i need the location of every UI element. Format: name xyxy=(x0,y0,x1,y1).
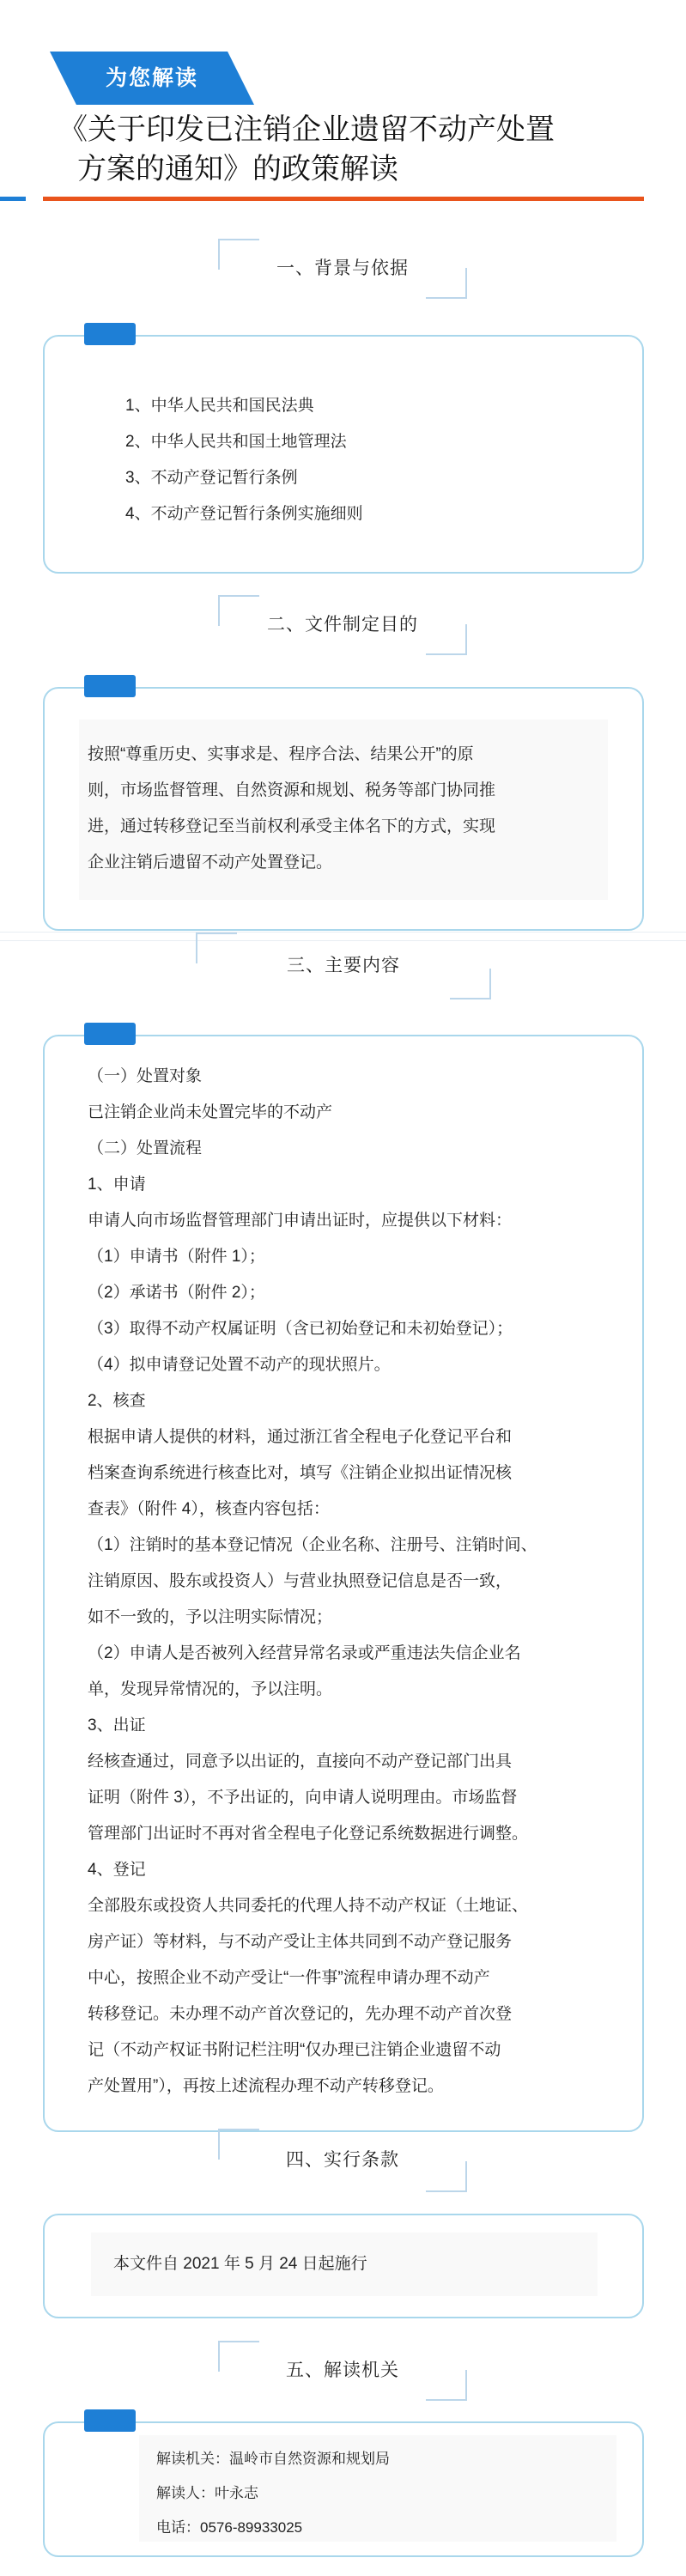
section-heading: 一、背景与依据 xyxy=(276,258,409,278)
section-body xyxy=(113,2246,594,2282)
list-item: 2、中华人民共和国土地管理法 xyxy=(125,433,347,451)
paragraph-line: 企业注销后遗留不动产处置登记。 xyxy=(88,854,333,872)
section-heading-background xyxy=(222,242,464,295)
body-line: 申请人向市场监督管理部门申请出证时，应提供以下材料： xyxy=(88,1212,513,1230)
list-item: 1、中华人民共和国民法典 xyxy=(125,397,314,415)
card-tab-marker xyxy=(84,1023,136,1045)
body-line: 如不一致的，予以注明实际情况； xyxy=(88,1608,333,1626)
body-line: 档案查询系统进行核查比对，填写《注销企业拟出证情况核 xyxy=(88,1464,513,1482)
section-card-background xyxy=(43,687,644,931)
section-heading: 四、实行条款 xyxy=(286,2150,399,2170)
card-tab-marker xyxy=(84,2409,136,2432)
body-line: 证明（附件 3），不予出证的，向申请人说明理由。市场监督 xyxy=(88,1789,518,1807)
body-line: 查表》（附件 4），核查内容包括： xyxy=(88,1500,330,1518)
page-title-line-2: 方案的通知》的政策解读 xyxy=(77,153,398,185)
body-line: 记（不动产权证书附记栏注明“仅办理已注销企业遗留不动 xyxy=(88,2041,501,2059)
page-title-line-1: 《关于印发已注销企业遗留不动产处置 xyxy=(58,113,555,146)
body-line: （二）处置流程 xyxy=(88,1139,203,1157)
body-line: 单，发现异常情况的，予以注明。 xyxy=(88,1680,333,1698)
section-card-background xyxy=(43,2421,644,2557)
card-tab-marker xyxy=(84,323,136,345)
body-line: （2）承诺书（附件 2）； xyxy=(88,1284,265,1302)
body-line: （2）申请人是否被列入经营异常名录或严重违法失信企业名 xyxy=(88,1644,521,1662)
section-heading-background xyxy=(199,936,488,996)
body-line: （4）拟申请登记处置不动产的现状照片。 xyxy=(88,1356,391,1374)
section-heading: 五、解读机关 xyxy=(286,2360,399,2380)
section-heading-background xyxy=(222,598,464,652)
section-card-background xyxy=(43,2214,644,2318)
paragraph-line: 进，通过转移登记至当前权利承受主体名下的方式，实现 xyxy=(88,817,496,835)
title-underline xyxy=(43,197,644,201)
effective-date-text: 本文件自 2021 年 5 月 24 日起施行 xyxy=(113,2255,367,2273)
body-line: （一）处置对象 xyxy=(88,1067,203,1085)
section-heading: 二、文件制定目的 xyxy=(267,615,418,635)
interpreter-name: 解读人：叶永志 xyxy=(156,2485,258,2501)
section-heading-background xyxy=(222,2344,464,2397)
body-line: 注销原因、股东或投资人）与营业执照登记信息是否一致， xyxy=(88,1572,513,1590)
body-line: （3）取得不动产权属证明（含已初始登记和未初始登记）； xyxy=(88,1320,513,1338)
paragraph-line: 按照“尊重历史、实事求是、程序合法、结果公开”的原 xyxy=(88,745,474,763)
body-line: （1）注销时的基本登记情况（企业名称、注册号、注销时间、 xyxy=(88,1536,537,1554)
paragraph-line: 则，市场监督管理、自然资源和规划、税务等部门协同推 xyxy=(88,781,496,799)
section-heading: 三、主要内容 xyxy=(287,956,400,975)
section-paragraph xyxy=(88,737,611,881)
body-line: 全部股东或投资人共同委托的代理人持不动产权证（土地证、 xyxy=(88,1897,529,1915)
card-tab-marker xyxy=(84,675,136,697)
body-line: （1）申请书（附件 1）； xyxy=(88,1248,265,1266)
contact-phone: 电话：0576-89933025 xyxy=(156,2519,303,2536)
list-item: 4、不动产登记暂行条例实施细则 xyxy=(125,505,363,523)
list-item: 3、不动产登记暂行条例 xyxy=(125,469,298,487)
body-line: 4、登记 xyxy=(88,1861,146,1879)
body-line: 房产证）等材料，与不动产受让主体共同到不动产登记服务 xyxy=(88,1933,513,1951)
body-line: 管理部门出证时不再对省全程电子化登记系统数据进行调整。 xyxy=(88,1825,529,1843)
body-line: 中心，按照企业不动产受让“一件事”流程申请办理不动产 xyxy=(88,1969,490,1987)
body-line: 1、申请 xyxy=(88,1176,146,1194)
title-underline-accent xyxy=(0,197,26,201)
page-title xyxy=(58,110,659,189)
header-tag: 为您解读 xyxy=(105,66,198,90)
body-line: 已注销企业尚未处置完毕的不动产 xyxy=(88,1103,333,1121)
body-line: 产处置用”），再按上述流程办理不动产转移登记。 xyxy=(88,2077,444,2095)
body-line: 3、出证 xyxy=(88,1716,146,1735)
contact-info xyxy=(156,2442,603,2545)
body-line: 经核查通过，同意予以出证的，直接向不动产登记部门出具 xyxy=(88,1753,513,1771)
body-line: 根据申请人提供的材料，通过浙江省全程电子化登记平台和 xyxy=(88,1428,513,1446)
divider xyxy=(0,932,686,933)
section-card-background xyxy=(43,1035,644,2132)
body-line: 2、核查 xyxy=(88,1392,146,1410)
section-list xyxy=(125,388,623,532)
section-heading-background xyxy=(222,2132,464,2189)
section-card-background xyxy=(43,335,644,574)
body-line: 转移登记。未办理不动产首次登记的，先办理不动产首次登 xyxy=(88,2005,513,2023)
section-body xyxy=(88,1059,634,2105)
interpreting-agency: 解读机关：温岭市自然资源和规划局 xyxy=(156,2451,390,2467)
